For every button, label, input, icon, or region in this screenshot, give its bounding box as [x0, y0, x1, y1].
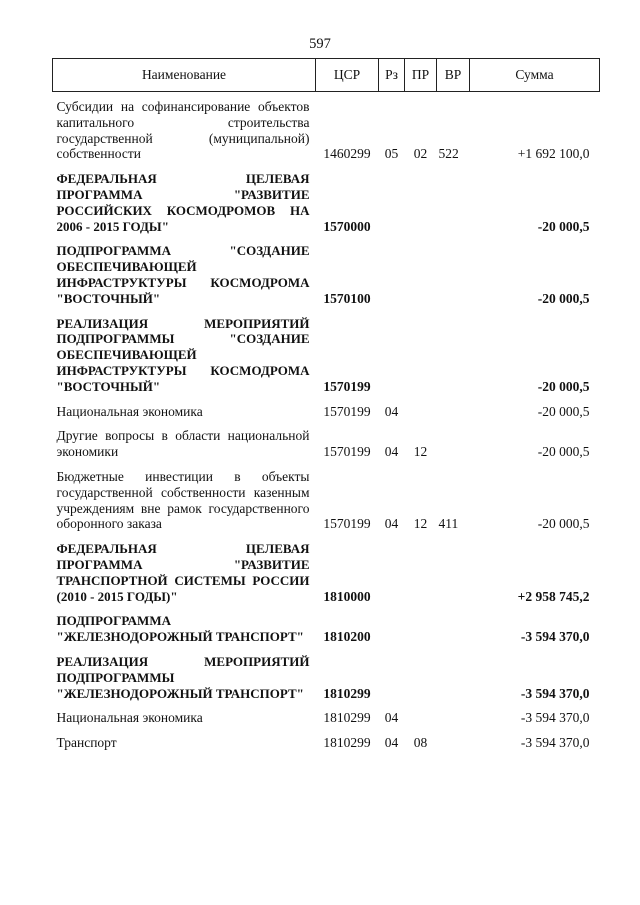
cell-rz: 04 — [384, 710, 399, 726]
cell-rz: 04 — [384, 403, 399, 419]
table-row — [53, 604, 600, 645]
table-row — [53, 162, 600, 234]
cell-csr: 1460299 — [323, 146, 371, 162]
cell-rz — [379, 532, 405, 604]
cell-name: Бюджетные инвестиции в объекты государственной собственности казенным учреждениям вне рамок государственного оборонного заказа — [56, 468, 310, 532]
page-number: 597 — [309, 36, 331, 52]
cell-csr: 1810200 — [323, 629, 371, 645]
cell-csr: 1810000 — [323, 588, 371, 604]
cell-csr: 1570100 — [323, 290, 371, 306]
cell-sum: -3 594 370,0 — [520, 629, 590, 645]
cell-csr: 1810299 — [323, 685, 371, 701]
budget-table — [52, 58, 600, 751]
cell-vr — [437, 395, 470, 420]
cell-name: Национальная экономика — [56, 403, 203, 419]
cell-csr: 1570000 — [323, 218, 371, 234]
cell-sum: +2 958 745,2 — [517, 588, 590, 604]
header-name: Наименование — [53, 59, 316, 92]
table-row — [53, 307, 600, 395]
cell-pr — [405, 307, 437, 395]
cell-sum: -20 000,5 — [537, 290, 590, 306]
cell-csr: 1570199 — [323, 516, 371, 532]
table-row — [53, 701, 600, 726]
cell-sum: -20 000,5 — [537, 378, 590, 394]
table-row — [53, 419, 600, 460]
cell-vr — [437, 604, 470, 645]
cell-vr — [437, 532, 470, 604]
cell-rz: 04 — [384, 516, 399, 532]
cell-sum: -3 594 370,0 — [520, 685, 590, 701]
header-rz: Рз — [379, 59, 405, 92]
cell-pr — [405, 234, 437, 306]
table-row — [53, 726, 600, 751]
cell-name: ПОДПРОГРАММА "ЖЕЛЕЗНОДОРОЖНЫЙ ТРАНСПОРТ" — [56, 613, 304, 645]
header-csr: ЦСР — [316, 59, 379, 92]
cell-csr: 1570199 — [323, 444, 371, 460]
cell-vr — [437, 162, 470, 234]
cell-name: Субсидии на софинансирование объектов капитального строительства государственной (муниципальной) собственности — [56, 99, 310, 162]
cell-pr — [405, 532, 437, 604]
cell-pr — [405, 701, 437, 726]
cell-name: Другие вопросы в области национальной экономики — [56, 428, 310, 460]
cell-pr — [405, 645, 437, 701]
cell-vr — [437, 419, 470, 460]
cell-sum: -3 594 370,0 — [520, 710, 590, 726]
cell-sum: -3 594 370,0 — [520, 735, 590, 751]
cell-sum: +1 692 100,0 — [517, 146, 590, 162]
cell-csr: 1810299 — [323, 735, 371, 751]
cell-pr — [405, 395, 437, 420]
cell-pr: 08 — [413, 735, 428, 751]
cell-rz — [379, 234, 405, 306]
cell-csr: 1570199 — [323, 378, 371, 394]
cell-pr: 02 — [413, 146, 428, 162]
cell-csr: 1570199 — [323, 403, 371, 419]
cell-sum: -20 000,5 — [537, 444, 590, 460]
cell-rz — [379, 604, 405, 645]
cell-vr — [437, 701, 470, 726]
cell-name: ФЕДЕРАЛЬНАЯ ЦЕЛЕВАЯ ПРОГРАММА "РАЗВИТИЕ ТРАНСПОРТНОЙ СИСТЕМЫ РОССИИ (2010 - 2015 ГОДЫ)" — [56, 541, 310, 604]
header-pr: ПР — [405, 59, 437, 92]
cell-vr — [437, 726, 470, 751]
cell-vr: 522 — [438, 146, 459, 162]
cell-name: РЕАЛИЗАЦИЯ МЕРОПРИЯТИЙ ПОДПРОГРАММЫ "СОЗДАНИЕ ОБЕСПЕЧИВАЮЩЕЙ ИНФРАСТРУКТУРЫ КОСМОДРОМА "ВОСТОЧНЫЙ" — [56, 315, 310, 394]
cell-pr — [405, 162, 437, 234]
cell-name: ФЕДЕРАЛЬНАЯ ЦЕЛЕВАЯ ПРОГРАММА "РАЗВИТИЕ РОССИЙСКИХ КОСМОДРОМОВ НА 2006 - 2015 ГОДЫ" — [56, 171, 310, 234]
cell-vr: 411 — [438, 516, 459, 532]
table-row — [53, 395, 600, 420]
cell-csr: 1810299 — [323, 710, 371, 726]
header-vr: ВР — [437, 59, 470, 92]
table-row — [53, 234, 600, 306]
cell-name: Национальная экономика — [56, 710, 203, 726]
cell-sum: -20 000,5 — [537, 516, 590, 532]
cell-vr — [437, 645, 470, 701]
cell-rz: 04 — [384, 735, 399, 751]
cell-pr — [405, 604, 437, 645]
cell-vr — [437, 307, 470, 395]
table-row — [53, 92, 600, 163]
table-body — [53, 92, 600, 751]
header-sum: Сумма — [470, 59, 600, 92]
table-header — [53, 59, 600, 92]
cell-pr: 12 — [413, 444, 428, 460]
cell-rz: 04 — [384, 444, 399, 460]
cell-sum: -20 000,5 — [537, 218, 590, 234]
table-row — [53, 645, 600, 701]
cell-rz — [379, 645, 405, 701]
cell-sum: -20 000,5 — [537, 403, 590, 419]
cell-name: ПОДПРОГРАММА "СОЗДАНИЕ ОБЕСПЕЧИВАЮЩЕЙ ИНФРАСТРУКТУРЫ КОСМОДРОМА "ВОСТОЧНЫЙ" — [56, 243, 310, 306]
cell-vr — [437, 234, 470, 306]
cell-pr: 12 — [413, 516, 428, 532]
table-row — [53, 460, 600, 532]
cell-rz — [379, 307, 405, 395]
cell-name: Транспорт — [56, 735, 117, 751]
cell-rz: 05 — [384, 146, 399, 162]
cell-name: РЕАЛИЗАЦИЯ МЕРОПРИЯТИЙ ПОДПРОГРАММЫ "ЖЕЛЕЗНОДОРОЖНЫЙ ТРАНСПОРТ" — [56, 653, 310, 701]
cell-rz — [379, 162, 405, 234]
table-row — [53, 532, 600, 604]
